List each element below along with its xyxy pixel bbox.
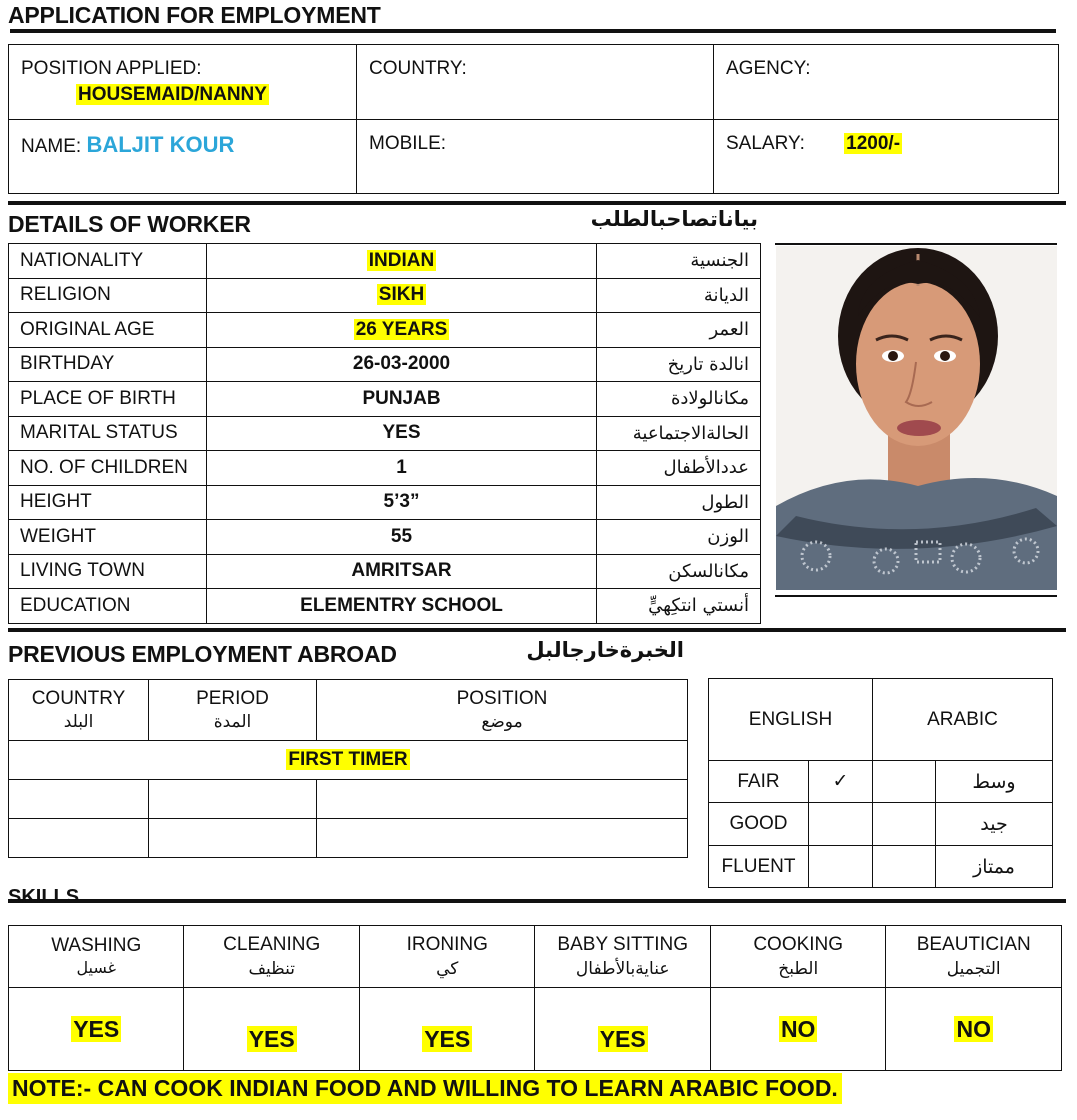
skill-value-washing: YES: [9, 988, 184, 1071]
country-cell: [9, 819, 149, 858]
portrait-image: [776, 246, 1057, 590]
table-row: [9, 554, 761, 589]
row-value: INDIAN: [207, 244, 597, 279]
section-rule: [8, 201, 1066, 205]
row-label: NATIONALITY: [9, 244, 207, 279]
arabic-checkbox[interactable]: [873, 761, 936, 803]
worker-details-table: [8, 243, 761, 624]
previous-employment-table: [8, 679, 688, 858]
worker-details-title-ar: بياناتصاحبالطلب: [590, 207, 758, 231]
previous-employment-title-ar: الخبرةخارجالبل: [526, 638, 684, 662]
position-cell: [9, 45, 357, 120]
salary-cell: [714, 120, 1058, 193]
skills-value-row: [9, 988, 1062, 1071]
row-label: BIRTHDAY: [9, 347, 207, 382]
table-row: [9, 589, 761, 624]
row-label: HEIGHT: [9, 485, 207, 520]
skills-rule: [8, 899, 1066, 903]
table-row: [9, 819, 688, 858]
position-cell: [317, 819, 688, 858]
row-value: 26 YEARS: [207, 313, 597, 348]
name-value: BALJIT KOUR: [86, 132, 235, 157]
row-label: RELIGION: [9, 278, 207, 313]
photo-bottom-rule: [775, 595, 1057, 597]
level-label-ar: ممتاز: [936, 846, 1053, 888]
skills-header-row: [9, 926, 1062, 988]
previous-employment-title: PREVIOUS EMPLOYMENT ABROAD: [8, 641, 397, 667]
row-label-ar: مكانالسكن: [597, 554, 761, 589]
position-label: POSITION APPLIED:: [21, 58, 202, 79]
skill-header-washing: WASHING غسيل: [9, 926, 184, 988]
row-value: 55: [207, 520, 597, 555]
table-row: [9, 485, 761, 520]
row-value: PUNJAB: [207, 382, 597, 417]
arabic-checkbox[interactable]: [873, 846, 936, 888]
country-cell: [9, 780, 149, 819]
agency-cell: [714, 45, 1058, 120]
header-row: [9, 680, 688, 741]
section-rule: [8, 628, 1066, 632]
applicant-photo: [776, 246, 1057, 590]
level-label: GOOD: [709, 803, 809, 846]
row-label-ar: مكانالولادة: [597, 382, 761, 417]
level-label: FAIR: [709, 761, 809, 803]
mobile-label: MOBILE:: [369, 133, 447, 154]
row-label-ar: الحالةالاجتماعية: [597, 416, 761, 451]
table-row: [9, 278, 761, 313]
language-row: [709, 761, 1053, 803]
level-label-ar: وسط: [936, 761, 1053, 803]
skill-value-ironing: YES: [359, 988, 534, 1071]
country-cell: [357, 45, 714, 120]
photo-top-rule: [775, 243, 1057, 245]
salary-label: SALARY:: [726, 133, 805, 154]
column-header-position: POSITION موضع: [317, 680, 688, 741]
row-value: ELEMENTRY SCHOOL: [207, 589, 597, 624]
row-value: 1: [207, 451, 597, 486]
level-label: FLUENT: [709, 846, 809, 888]
english-header: ENGLISH: [709, 679, 873, 761]
language-table: [708, 678, 1053, 888]
level-label-ar: جيد: [936, 803, 1053, 846]
row-label-ar: الجنسية: [597, 244, 761, 279]
row-label-ar: الوزن: [597, 520, 761, 555]
skill-value-baby-sitting: YES: [535, 988, 710, 1071]
column-header-period: PERIOD المدة: [149, 680, 317, 741]
row-label: ORIGINAL AGE: [9, 313, 207, 348]
document-title: APPLICATION FOR EMPLOYMENT: [8, 2, 381, 28]
row-value: 26-03-2000: [207, 347, 597, 382]
period-cell: [149, 819, 317, 858]
row-label: LIVING TOWN: [9, 554, 207, 589]
header-box: [8, 44, 1059, 194]
table-row: [9, 313, 761, 348]
row-label-ar: عددالأطفال: [597, 451, 761, 486]
row-label-ar: العمر: [597, 313, 761, 348]
english-checkbox[interactable]: ✓: [809, 761, 873, 803]
row-label-ar: أنستي انتكِهيٍّ: [597, 589, 761, 624]
table-row: [9, 451, 761, 486]
skill-header-ironing: IRONING كي: [359, 926, 534, 988]
row-label-ar: انالدة تاريخ: [597, 347, 761, 382]
row-label: PLACE OF BIRTH: [9, 382, 207, 417]
skill-header-cooking: COOKING الطبخ: [710, 926, 885, 988]
salary-value: 1200/-: [846, 133, 901, 154]
name-label: NAME:: [21, 136, 82, 157]
table-row: [9, 520, 761, 555]
skill-header-beautician: BEAUTICIAN التجميل: [886, 926, 1062, 988]
table-row: [9, 347, 761, 382]
name-cell: [9, 120, 357, 193]
period-cell: [149, 780, 317, 819]
table-row: [9, 416, 761, 451]
row-value: 5’3”: [207, 485, 597, 520]
arabic-header: ARABIC: [873, 679, 1053, 761]
header-row: [709, 679, 1053, 761]
row-value: AMRITSAR: [207, 554, 597, 589]
row-value: SIKH: [207, 278, 597, 313]
position-value: HOUSEMAID/NANNY: [78, 84, 267, 105]
title-rule: [10, 29, 1056, 33]
skills-title: SKILLS: [8, 886, 80, 908]
mobile-cell: [357, 120, 714, 193]
first-timer-row: [9, 741, 688, 780]
english-checkbox[interactable]: [809, 846, 873, 888]
table-row: [9, 244, 761, 279]
country-label: COUNTRY:: [369, 58, 467, 79]
skill-value-beautician: NO: [886, 988, 1062, 1071]
column-header-country: COUNTRY البلد: [9, 680, 149, 741]
arabic-checkbox[interactable]: [873, 803, 936, 846]
row-label: WEIGHT: [9, 520, 207, 555]
agency-label: AGENCY:: [726, 58, 811, 79]
row-value: YES: [207, 416, 597, 451]
skill-value-cleaning: YES: [184, 988, 360, 1071]
row-label-ar: الطول: [597, 485, 761, 520]
row-label: MARITAL STATUS: [9, 416, 207, 451]
table-row: [9, 382, 761, 417]
position-cell: [317, 780, 688, 819]
first-timer-cell: FIRST TIMER: [9, 741, 688, 780]
language-row: [709, 803, 1053, 846]
worker-details-title: DETAILS OF WORKER: [8, 211, 251, 237]
skills-table: [8, 925, 1062, 1071]
skill-header-baby-sitting: BABY SITTING عنايةبالأطفال: [535, 926, 710, 988]
note-text: NOTE:- CAN COOK INDIAN FOOD AND WILLING TO LEARN ARABIC FOOD.: [8, 1073, 842, 1104]
skill-value-cooking: NO: [710, 988, 885, 1071]
row-label: NO. OF CHILDREN: [9, 451, 207, 486]
row-label: EDUCATION: [9, 589, 207, 624]
table-row: [9, 780, 688, 819]
row-label-ar: الديانة: [597, 278, 761, 313]
language-row: [709, 846, 1053, 888]
english-checkbox[interactable]: [809, 803, 873, 846]
skill-header-cleaning: CLEANING تنظيف: [184, 926, 360, 988]
